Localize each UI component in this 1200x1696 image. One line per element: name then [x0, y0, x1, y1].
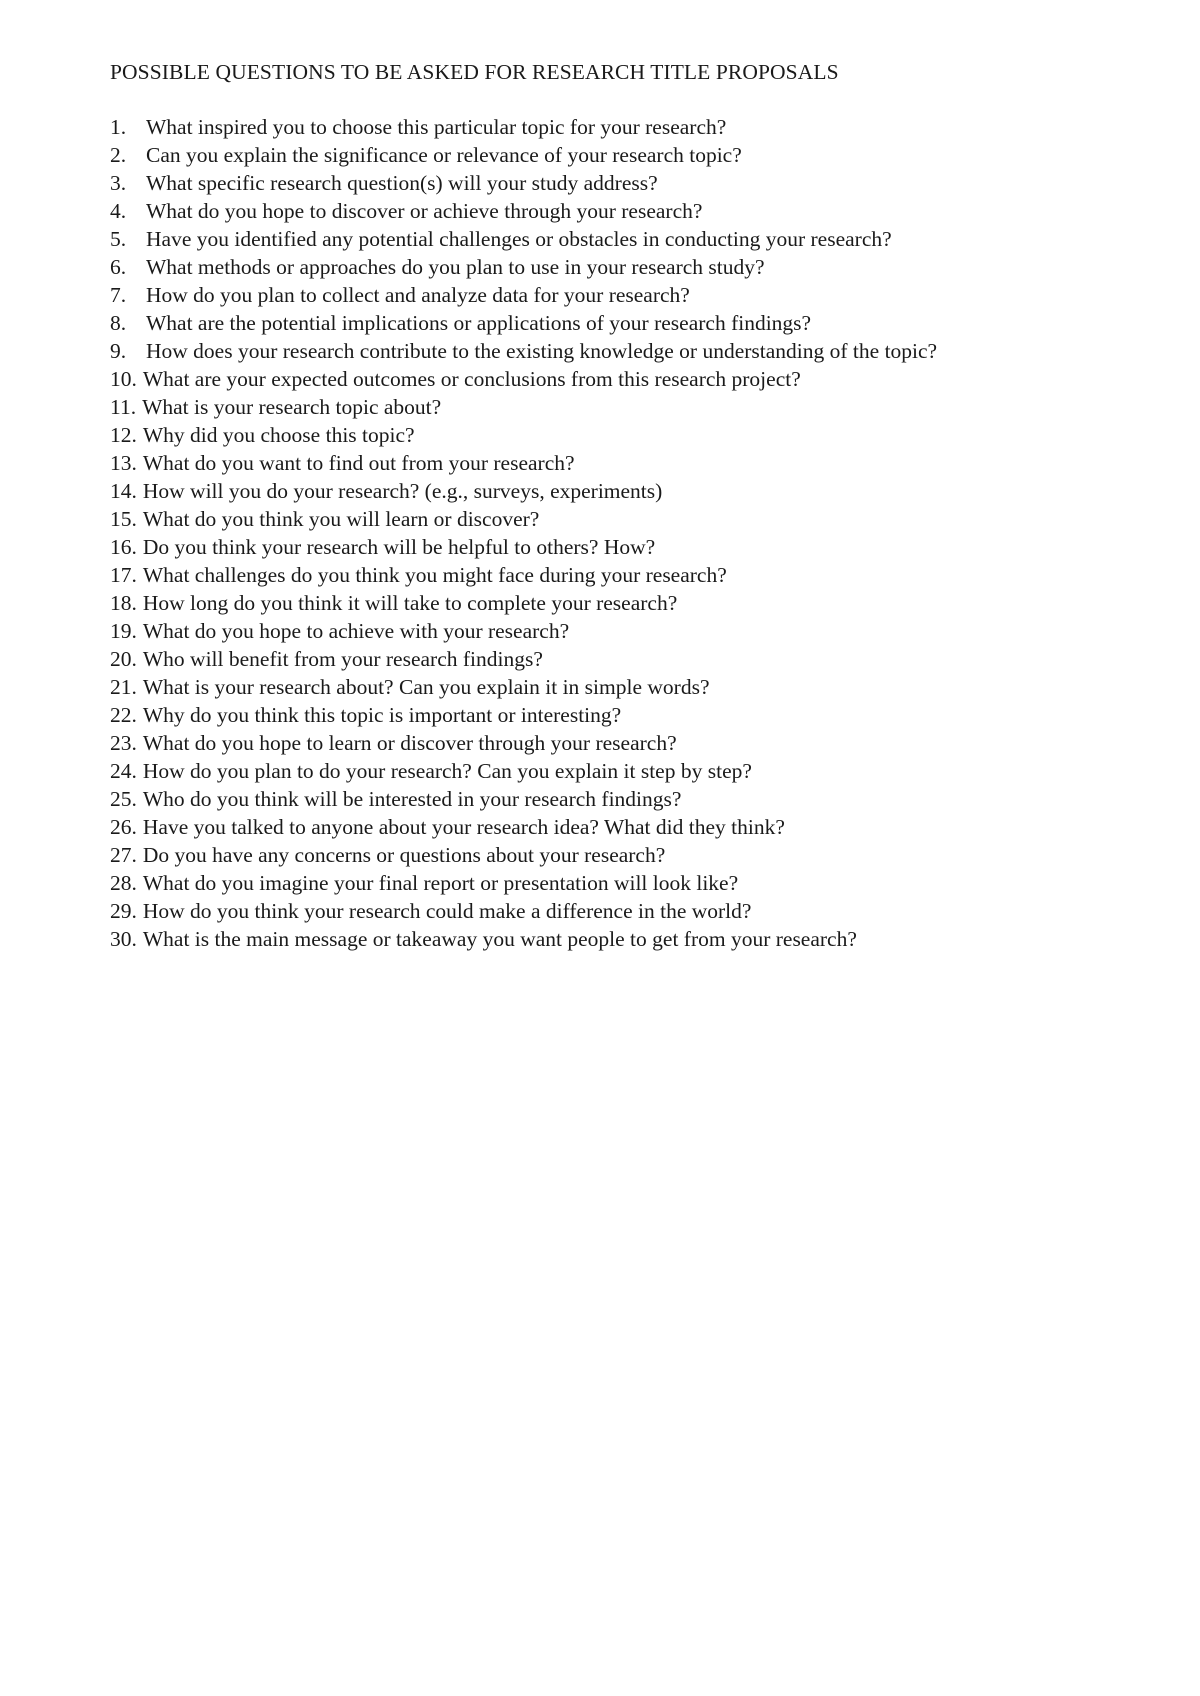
question-text: How long do you think it will take to complete your research? — [142, 591, 678, 615]
question-text: Can you explain the significance or relevance of your research topic? — [146, 143, 742, 167]
question-number: 4. — [110, 199, 127, 223]
question-item — [110, 449, 1170, 477]
question-text: What is your research about? Can you explain it in simple words? — [142, 675, 710, 699]
question-number: 15. — [110, 507, 137, 531]
question-text: Who will benefit from your research findings? — [142, 647, 543, 671]
question-item — [110, 393, 1170, 421]
question-item — [110, 645, 1170, 673]
question-number: 18. — [110, 591, 137, 615]
question-text: What are the potential implications or applications of your research findings? — [146, 311, 812, 335]
question-text: What do you hope to discover or achieve through your research? — [146, 199, 703, 223]
question-text: Have you identified any potential challenges or obstacles in conducting your research? — [146, 227, 892, 251]
question-text: How does your research contribute to the existing knowledge or understanding of the topic? — [146, 339, 938, 363]
question-number: 3. — [110, 171, 127, 195]
question-text: Why do you think this topic is important or interesting? — [142, 703, 622, 727]
question-item — [110, 785, 1170, 813]
question-number: 7. — [110, 283, 127, 307]
question-number: 25. — [110, 787, 137, 811]
question-item — [110, 589, 1170, 617]
question-item — [110, 365, 1170, 393]
document-title: POSSIBLE QUESTIONS TO BE ASKED FOR RESEARCH TITLE PROPOSALS — [110, 60, 839, 84]
question-number: 6. — [110, 255, 127, 279]
question-number: 12. — [110, 423, 137, 447]
question-text: What methods or approaches do you plan to use in your research study? — [146, 255, 765, 279]
question-item — [110, 169, 1170, 197]
question-item — [110, 897, 1170, 925]
question-text: What do you imagine your final report or presentation will look like? — [142, 871, 739, 895]
question-item — [110, 225, 1170, 253]
question-number: 17. — [110, 563, 137, 587]
question-number: 2. — [110, 143, 127, 167]
question-text: How will you do your research? (e.g., surveys, experiments) — [142, 479, 663, 503]
question-text: What do you think you will learn or discover? — [142, 507, 540, 531]
question-number: 28. — [110, 871, 137, 895]
question-item — [110, 673, 1170, 701]
question-text: What inspired you to choose this particular topic for your research? — [146, 115, 727, 139]
question-item — [110, 505, 1170, 533]
question-text: What are your expected outcomes or conclusions from this research project? — [142, 367, 801, 391]
question-text: What specific research question(s) will your study address? — [146, 171, 658, 195]
question-number: 9. — [110, 339, 127, 363]
question-item — [110, 113, 1170, 141]
question-number: 13. — [110, 451, 137, 475]
question-list — [110, 113, 1170, 953]
question-item — [110, 757, 1170, 785]
question-number: 20. — [110, 647, 137, 671]
question-number: 1. — [110, 115, 127, 139]
question-number: 19. — [110, 619, 137, 643]
question-number: 26. — [110, 815, 137, 839]
question-text: Have you talked to anyone about your research idea? What did they think? — [142, 815, 785, 839]
question-text: Why did you choose this topic? — [142, 423, 415, 447]
question-text: What do you hope to learn or discover through your research? — [142, 731, 677, 755]
question-item — [110, 197, 1170, 225]
question-text: What is your research topic about? — [142, 395, 442, 419]
question-item — [110, 337, 1170, 365]
question-item — [110, 309, 1170, 337]
question-text: What do you hope to achieve with your research? — [142, 619, 570, 643]
question-item — [110, 281, 1170, 309]
question-number: 14. — [110, 479, 137, 503]
question-item — [110, 841, 1170, 869]
question-item — [110, 421, 1170, 449]
question-text: What do you want to find out from your research? — [142, 451, 575, 475]
question-text: How do you think your research could make a difference in the world? — [142, 899, 752, 923]
question-number: 30. — [110, 927, 137, 951]
question-number: 29. — [110, 899, 137, 923]
question-number: 24. — [110, 759, 137, 783]
question-number: 23. — [110, 731, 137, 755]
question-number: 5. — [110, 227, 127, 251]
question-text: What is the main message or takeaway you want people to get from your research? — [142, 927, 857, 951]
question-item — [110, 477, 1170, 505]
question-number: 11. — [110, 395, 137, 419]
question-number: 16. — [110, 535, 137, 559]
question-item — [110, 141, 1170, 169]
question-number: 22. — [110, 703, 137, 727]
question-text: Who do you think will be interested in your research findings? — [142, 787, 682, 811]
question-number: 27. — [110, 843, 137, 867]
question-item — [110, 617, 1170, 645]
question-item — [110, 925, 1170, 953]
question-number: 10. — [110, 367, 137, 391]
question-item — [110, 533, 1170, 561]
question-item — [110, 869, 1170, 897]
question-number: 8. — [110, 311, 127, 335]
question-text: How do you plan to do your research? Can you explain it step by step? — [142, 759, 752, 783]
question-item — [110, 561, 1170, 589]
question-text: What challenges do you think you might face during your research? — [142, 563, 727, 587]
question-text: Do you have any concerns or questions about your research? — [142, 843, 666, 867]
question-item — [110, 729, 1170, 757]
question-item — [110, 253, 1170, 281]
question-text: Do you think your research will be helpful to others? How? — [142, 535, 656, 559]
question-item — [110, 701, 1170, 729]
question-number: 21. — [110, 675, 137, 699]
question-item — [110, 813, 1170, 841]
question-text: How do you plan to collect and analyze data for your research? — [146, 283, 690, 307]
